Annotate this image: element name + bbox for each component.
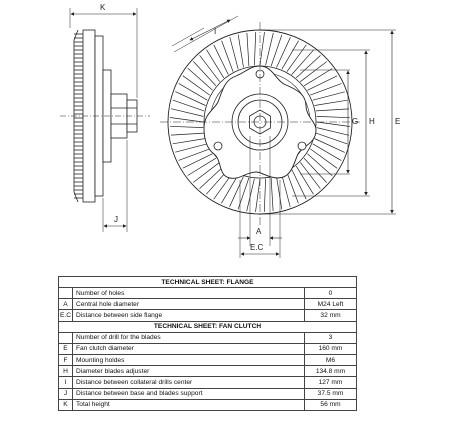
dim-label-g: G — [352, 117, 359, 126]
dim-label-ec: E.C — [250, 243, 264, 252]
fan-clutch-title: TECHNICAL SHEET: FAN CLUTCH — [59, 321, 357, 332]
cell-value: 56 mm — [304, 399, 356, 410]
cell-label: Distance between collateral drills center — [73, 377, 305, 388]
dim-label-j: J — [114, 215, 118, 224]
dim-label-k: K — [100, 3, 106, 12]
cell-value: 134.8 mm — [304, 366, 356, 377]
cell-value: 32 mm — [304, 310, 356, 321]
fan-clutch-section — [59, 321, 357, 410]
table-row — [59, 388, 357, 399]
cell-value: 0 — [304, 288, 356, 299]
table-row — [59, 354, 357, 365]
flange-title: TECHNICAL SHEET: FLANGE — [59, 277, 357, 288]
cell-value: 160 mm — [304, 343, 356, 354]
cell-label: Distance between base and blades support — [73, 388, 305, 399]
cell-code: J — [59, 388, 73, 399]
table-row — [59, 399, 357, 410]
cell-code: K — [59, 399, 73, 410]
cell-label: Central hole diameter — [73, 299, 305, 310]
cell-code: E — [59, 343, 73, 354]
front-view — [160, 16, 396, 258]
dim-label-h: H — [369, 117, 375, 126]
cell-code: F — [59, 354, 73, 365]
cell-label: Fan clutch diameter — [73, 343, 305, 354]
cell-label: Distance between side flange — [73, 310, 305, 321]
side-view — [60, 8, 150, 232]
table-row — [59, 377, 357, 388]
cell-label: Number of drill for the blades — [73, 332, 305, 343]
cell-code: E.C — [59, 310, 73, 321]
cell-code — [59, 288, 73, 299]
cell-code: H — [59, 366, 73, 377]
table-row — [59, 288, 357, 299]
dim-label-i: I — [214, 27, 217, 36]
cell-value: 37.5 mm — [304, 388, 356, 399]
technical-sheet-table — [58, 276, 357, 411]
cell-label: Mounting holdes — [73, 354, 305, 365]
cell-label: Diameter blades adjuster — [73, 366, 305, 377]
dim-label-e: E — [395, 117, 401, 126]
cell-value: M6 — [304, 354, 356, 365]
cell-label: Total height — [73, 399, 305, 410]
dim-label-a: A — [256, 227, 262, 236]
cell-code: I — [59, 377, 73, 388]
flange-section — [59, 277, 357, 322]
cell-code — [59, 332, 73, 343]
cell-value: 127 mm — [304, 377, 356, 388]
table-row — [59, 332, 357, 343]
table-row — [59, 299, 357, 310]
table-row — [59, 310, 357, 321]
table-row — [59, 343, 357, 354]
cell-value: 3 — [304, 332, 356, 343]
cell-value: M24 Left — [304, 299, 356, 310]
table-row — [59, 366, 357, 377]
cell-label: Number of holes — [73, 288, 305, 299]
cell-code: A — [59, 299, 73, 310]
